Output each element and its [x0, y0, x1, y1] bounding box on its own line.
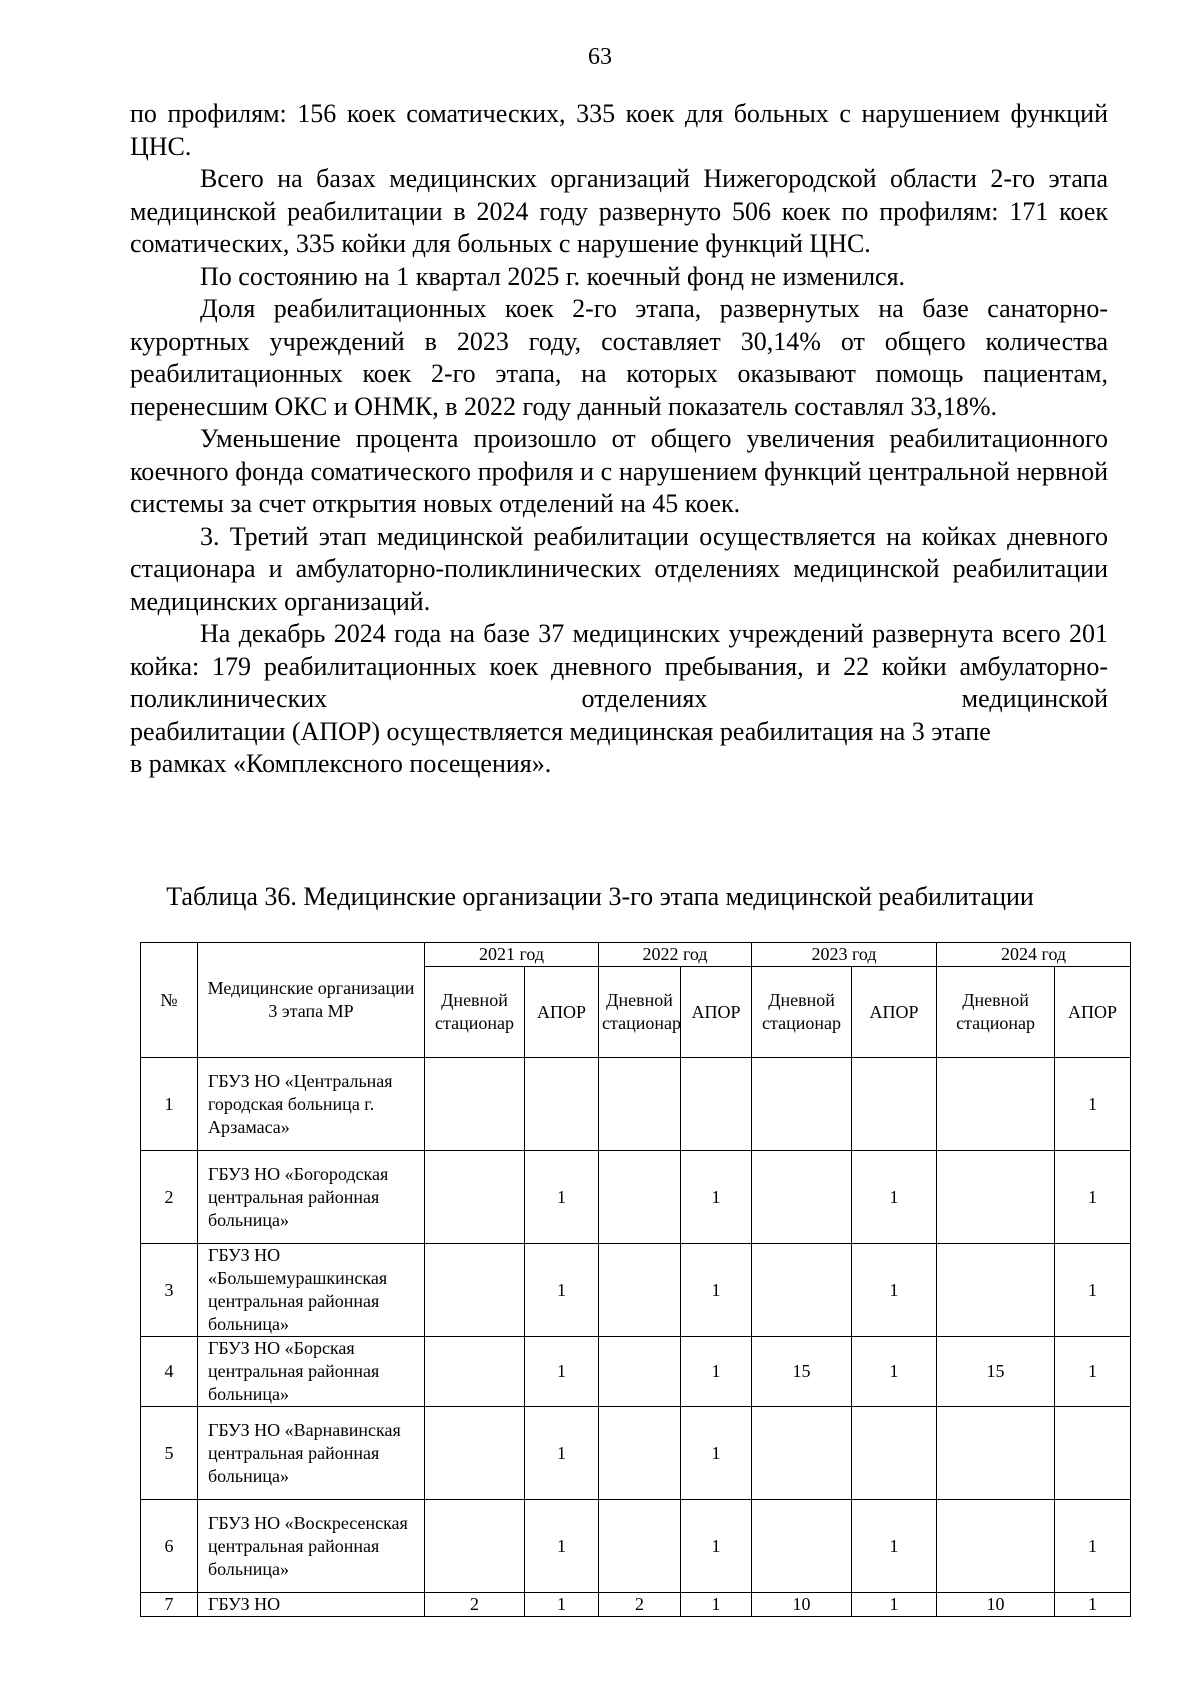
- row-num: 1: [141, 1058, 198, 1151]
- table-row: [141, 1500, 1131, 1593]
- cell: [599, 1244, 681, 1337]
- row-num: 5: [141, 1407, 198, 1500]
- cell: 1: [681, 1151, 752, 1244]
- cell: [752, 1407, 852, 1500]
- cell: [937, 1407, 1055, 1500]
- rehab-organizations-table: [140, 942, 1131, 1617]
- table-caption: Таблица 36. Медицинские организации 3-го этапа медицинской реабилитации: [166, 882, 1034, 911]
- row-org: ГБУЗ НО: [198, 1593, 425, 1617]
- cell: [752, 1151, 852, 1244]
- cell: 2: [425, 1593, 525, 1617]
- header-sub: Дневной стационар: [425, 967, 525, 1058]
- paragraph: в рамках «Комплексного посещения».: [130, 749, 552, 778]
- header-sub: АПОР: [1055, 967, 1131, 1058]
- row-num: 4: [141, 1337, 198, 1407]
- cell: 1: [1055, 1500, 1131, 1593]
- header-sub: АПОР: [525, 967, 599, 1058]
- header-sub: АПОР: [681, 967, 752, 1058]
- cell: [752, 1244, 852, 1337]
- table-row: [141, 1151, 1131, 1244]
- cell: [425, 1407, 525, 1500]
- row-num: 6: [141, 1500, 198, 1593]
- cell: [937, 1151, 1055, 1244]
- cell: [599, 1337, 681, 1407]
- header-num: №: [141, 943, 198, 1058]
- cell: 1: [525, 1244, 599, 1337]
- cell: 1: [681, 1244, 752, 1337]
- header-year: 2023 год: [752, 943, 937, 967]
- cell: [599, 1151, 681, 1244]
- row-org: ГБУЗ НО «Большемурашкинская центральная районная больница»: [198, 1244, 425, 1337]
- cell: [752, 1058, 852, 1151]
- body-text: [130, 98, 1108, 781]
- cell: [599, 1500, 681, 1593]
- cell: 1: [1055, 1337, 1131, 1407]
- table-container: [140, 942, 1130, 1617]
- row-num: 7: [141, 1593, 198, 1617]
- table-row: [141, 1058, 1131, 1151]
- cell: 1: [681, 1500, 752, 1593]
- cell: 10: [752, 1593, 852, 1617]
- cell: [1055, 1407, 1131, 1500]
- cell: 1: [681, 1337, 752, 1407]
- header-row-years: [141, 943, 1131, 967]
- cell: [425, 1337, 525, 1407]
- cell: [937, 1058, 1055, 1151]
- paragraph: по профилям: 156 коек соматических, 335 коек для больных с нарушением функций ЦНС.: [130, 99, 1108, 161]
- cell: [937, 1500, 1055, 1593]
- header-sub: Дневной стационар: [599, 967, 681, 1058]
- header-sub: Дневной стационар: [937, 967, 1055, 1058]
- cell: 1: [852, 1151, 937, 1244]
- cell: 1: [525, 1337, 599, 1407]
- header-year: 2024 год: [937, 943, 1131, 967]
- cell: 1: [852, 1337, 937, 1407]
- row-org: ГБУЗ НО «Воскресенская центральная районная больница»: [198, 1500, 425, 1593]
- cell: 2: [599, 1593, 681, 1617]
- row-num: 3: [141, 1244, 198, 1337]
- cell: 1: [681, 1407, 752, 1500]
- cell: 1: [1055, 1593, 1131, 1617]
- page-number: 63: [588, 44, 612, 70]
- paragraph: реабилитации (АПОР) осуществляется медицинская реабилитация на 3 этапе: [130, 716, 991, 746]
- table-row: [141, 1593, 1131, 1617]
- row-num: 2: [141, 1151, 198, 1244]
- row-org: ГБУЗ НО «Богородская центральная районная больница»: [198, 1151, 425, 1244]
- cell: 1: [1055, 1058, 1131, 1151]
- row-org: ГБУЗ НО «Варнавинская центральная районная больница»: [198, 1407, 425, 1500]
- cell: [852, 1058, 937, 1151]
- cell: 1: [525, 1407, 599, 1500]
- cell: 1: [852, 1593, 937, 1617]
- table-row: [141, 1244, 1131, 1337]
- cell: [681, 1058, 752, 1151]
- paragraph: Уменьшение процента произошло от общего увеличения реабилитационного коечного фонда соматического профиля и с нарушением функций центральной нервной системы за счет открытия новых отделений на 45 коек.: [130, 424, 1108, 518]
- cell: [599, 1407, 681, 1500]
- cell: [425, 1500, 525, 1593]
- header-org: Медицинские организации 3 этапа МР: [198, 943, 425, 1058]
- header-sub: Дневной стационар: [752, 967, 852, 1058]
- cell: [425, 1151, 525, 1244]
- cell: [425, 1058, 525, 1151]
- cell: [425, 1244, 525, 1337]
- cell: 1: [1055, 1244, 1131, 1337]
- cell: 1: [681, 1593, 752, 1617]
- cell: 15: [937, 1337, 1055, 1407]
- header-sub: АПОР: [852, 967, 937, 1058]
- header-year: 2021 год: [425, 943, 599, 967]
- paragraph: 3. Третий этап медицинской реабилитации осуществляется на койках дневного стационара и амбулаторно-поликлинических отделениях медицинской реабилитации медицинских организаций.: [130, 521, 1108, 616]
- paragraph: По состоянию на 1 квартал 2025 г. коечный фонд не изменился.: [200, 261, 906, 291]
- cell: 1: [852, 1500, 937, 1593]
- cell: 15: [752, 1337, 852, 1407]
- cell: [937, 1244, 1055, 1337]
- cell: [599, 1058, 681, 1151]
- row-org: ГБУЗ НО «Борская центральная районная больница»: [198, 1337, 425, 1407]
- cell: [752, 1500, 852, 1593]
- paragraph: Всего на базах медицинских организаций Нижегородской области 2-го этапа медицинской реабилитации в 2024 году развернуто 506 коек по профилям: 171 коек соматических, 335 койки для больных с нарушение функций ЦНС.: [130, 164, 1108, 258]
- cell: 1: [525, 1593, 599, 1617]
- table-row: [141, 1337, 1131, 1407]
- cell: [525, 1058, 599, 1151]
- header-year: 2022 год: [599, 943, 752, 967]
- row-org: ГБУЗ НО «Центральная городская больница г. Арзамаса»: [198, 1058, 425, 1151]
- cell: [852, 1407, 937, 1500]
- table-row: [141, 1407, 1131, 1500]
- paragraph: Доля реабилитационных коек 2-го этапа, развернутых на базе санаторно-курортных учреждений в 2023 году, составляет 30,14% от общего количества реабилитационных коек 2-го этапа, на которых оказывают помощь пациентам, перенесшим ОКС и ОНМК, в 2022 году данный показатель составлял 33,18%.: [130, 294, 1108, 421]
- cell: 10: [937, 1593, 1055, 1617]
- cell: 1: [852, 1244, 937, 1337]
- paragraph: На декабрь 2024 года на базе 37 медицинских учреждений развернута всего 201 койка: 179 реабилитационных коек дневного пребывания, и 22 койки амбулаторно-поликлинических отделениях медицинской: [130, 619, 1108, 713]
- cell: 1: [1055, 1151, 1131, 1244]
- cell: 1: [525, 1500, 599, 1593]
- cell: 1: [525, 1151, 599, 1244]
